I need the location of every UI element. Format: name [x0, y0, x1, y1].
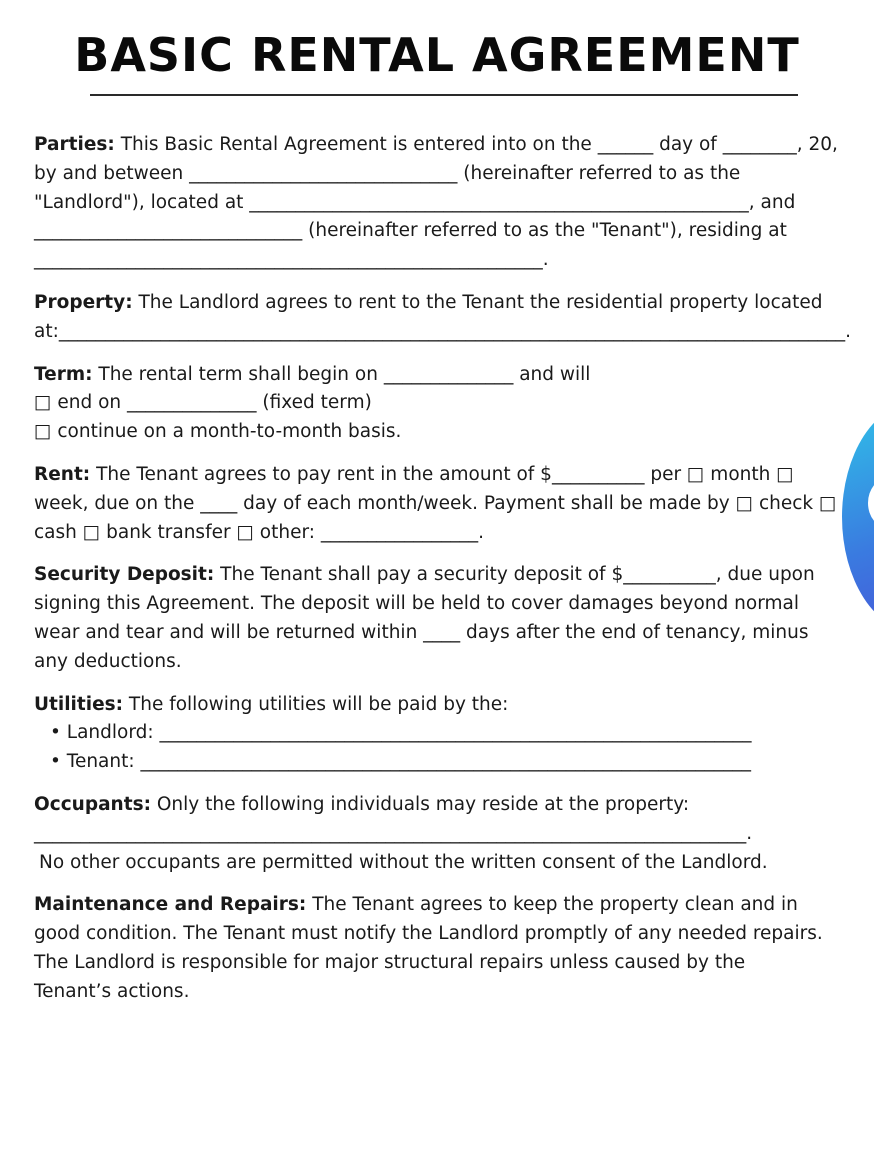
property-label: Property:	[34, 291, 133, 313]
parties-line-1: This Basic Rental Agreement is entered into on the ______ day of ________, 20,	[114, 134, 838, 155]
property-line-2: at:_____________________________________________________________________________________.	[34, 320, 851, 342]
deposit-label: Security Deposit:	[34, 564, 215, 586]
section-security-deposit	[34, 561, 849, 676]
utilities-line-1: The following utilities will be paid by the:	[123, 693, 509, 715]
section-maintenance	[34, 891, 849, 1006]
deposit-line-1: The Tenant shall pay a security deposit of $__________, due upon	[214, 564, 815, 586]
utilities-tenant-item: • Tenant: __________________________________________________________________	[50, 751, 751, 773]
utilities-label: Utilities:	[34, 693, 124, 715]
term-fixed-option: □ end on ______________ (fixed term)	[34, 392, 372, 414]
maintenance-line-2: good condition. The Tenant must notify the Landlord promptly of any needed repairs.	[34, 923, 823, 945]
maintenance-label: Maintenance and Repairs:	[34, 894, 307, 916]
term-label: Term:	[34, 363, 93, 385]
maintenance-line-3: The Landlord is responsible for major structural repairs unless caused by the	[34, 951, 746, 973]
utilities-landlord-item: • Landlord: ________________________________________________________________	[50, 722, 752, 744]
parties-line-5: _______________________________________________________.	[34, 249, 549, 271]
document-title: BASIC RENTAL AGREEMENT	[74, 28, 800, 82]
title-underline	[90, 94, 798, 96]
term-monthly-option: □ continue on a month-to-month basis.	[34, 421, 402, 443]
parties-line-2: by and between _____________________________ (hereinafter referred to as the	[34, 162, 741, 184]
section-utilities	[34, 691, 849, 777]
section-property	[34, 289, 849, 347]
property-line-1: The Landlord agrees to rent to the Tenant the residential property located	[132, 291, 823, 313]
deposit-line-4: any deductions.	[34, 650, 182, 672]
occupants-line-1: Only the following individuals may reside at the property:	[150, 793, 690, 815]
parties-label: Parties:	[34, 134, 115, 155]
parties-line-4: _____________________________ (hereinafter referred to as the "Tenant"), residing at	[34, 220, 787, 242]
occupants-line-3: No other occupants are permitted without the written consent of the Landlord.	[39, 851, 768, 873]
agreement-body	[34, 131, 849, 1007]
maintenance-line-4: Tenant’s actions.	[34, 980, 190, 1002]
term-line-1: The rental term shall begin on ______________ and will	[92, 363, 591, 385]
maintenance-line-1: The Tenant agrees to keep the property clean and in	[306, 894, 798, 916]
occupants-label: Occupants:	[34, 793, 151, 815]
section-occupants	[34, 791, 849, 877]
rent-line-2: week, due on the ____ day of each month/week. Payment shall be made by □ check □	[34, 492, 837, 514]
section-parties	[34, 131, 849, 275]
deposit-line-2: signing this Agreement. The deposit will be held to cover damages beyond normal	[34, 593, 799, 615]
section-rent	[34, 461, 849, 547]
section-term	[34, 361, 849, 447]
deposit-line-3: wear and tear and will be returned within ____ days after the end of tenancy, minus	[34, 621, 809, 643]
rent-label: Rent:	[34, 463, 91, 485]
occupants-blank-line: _____________________________________________________________________________.	[34, 822, 753, 844]
rent-line-1: The Tenant agrees to pay rent in the amount of $__________ per □ month □	[90, 463, 794, 485]
rent-line-3: cash □ bank transfer □ other: _________________.	[34, 521, 485, 543]
parties-line-3: "Landlord"), located at ______________________________________________________, and	[34, 191, 796, 213]
